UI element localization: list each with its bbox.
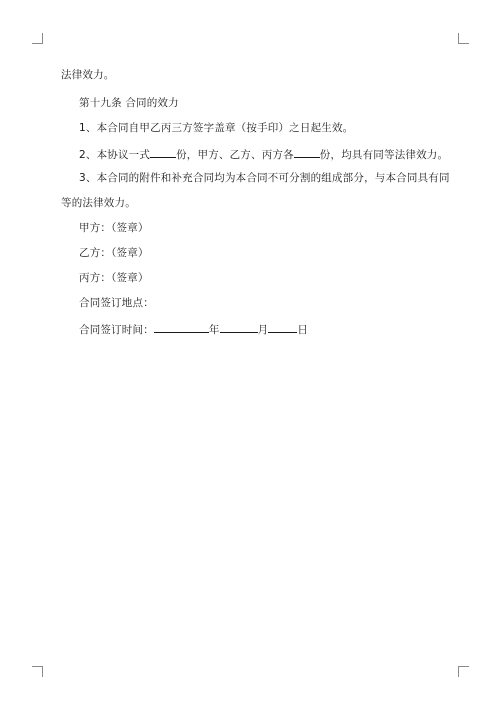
month-blank xyxy=(220,321,258,333)
crop-mark-bottom-left xyxy=(32,666,43,677)
clause-2-part-c: 份，均具有同等法律效力。 xyxy=(319,149,449,161)
party-b-signature: 乙方：（签章） xyxy=(79,247,149,259)
party-c-signature: 丙方：（签章） xyxy=(79,272,149,284)
signing-time xyxy=(79,321,308,337)
clause-3-continuation: 等的法律效力。 xyxy=(61,197,136,209)
copies-each-blank xyxy=(294,146,320,158)
text-line-continuation: 法律效力。 xyxy=(61,69,115,81)
signing-place: 合同签订地点： xyxy=(79,297,154,309)
month-label: 月 xyxy=(257,324,269,336)
crop-mark-top-right xyxy=(458,33,469,44)
party-a-signature: 甲方：（签章） xyxy=(79,222,149,234)
day-label: 日 xyxy=(297,324,309,336)
copies-total-blank xyxy=(150,146,176,158)
year-blank xyxy=(154,321,209,333)
clause-2 xyxy=(79,146,448,162)
clause-3: 3、本合同的附件和补充合同均为本合同不可分割的组成部分，与本合同具有同 xyxy=(79,172,450,184)
clause-1: 1、本合同自甲乙丙三方签字盖章（按手印）之日起生效。 xyxy=(79,122,354,134)
crop-mark-bottom-right xyxy=(458,666,469,677)
article-heading: 第十九条 合同的效力 xyxy=(79,97,179,109)
day-blank xyxy=(268,321,297,333)
crop-mark-top-left xyxy=(32,33,43,44)
signing-time-label: 合同签订时间： xyxy=(79,324,154,336)
clause-2-part-a: 2、本协议一式 xyxy=(79,149,151,161)
year-label: 年 xyxy=(208,324,220,336)
clause-2-part-b: 份，甲方、乙方、丙方各 xyxy=(176,149,294,161)
